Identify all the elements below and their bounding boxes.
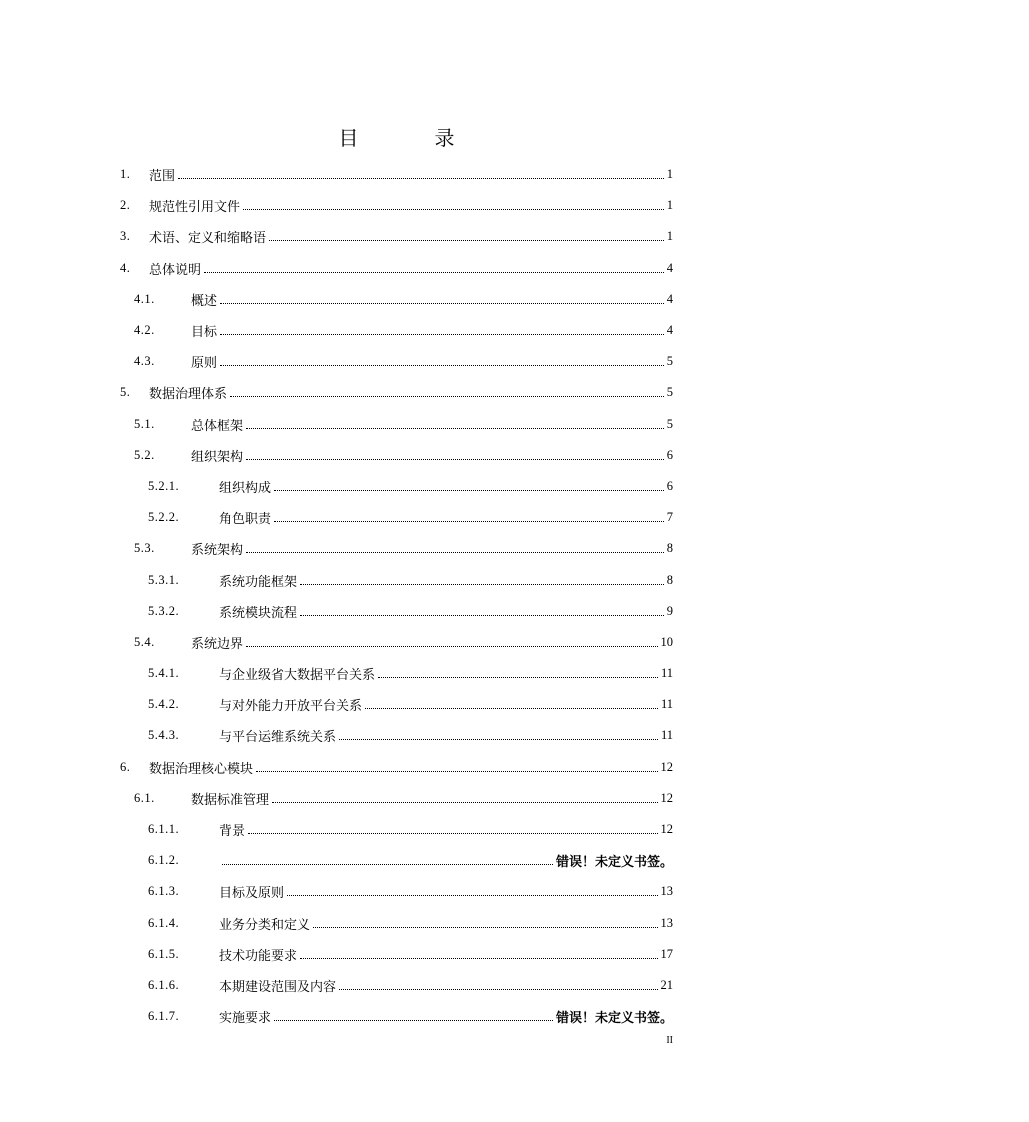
toc-entry-page: 12 xyxy=(660,790,673,805)
dot-leader xyxy=(243,209,664,210)
dot-leader xyxy=(248,833,657,834)
toc-entry-title: 与平台运维系统关系 xyxy=(219,730,337,746)
toc-entry-number: 4. xyxy=(120,260,131,275)
toc-entry-number: 2. xyxy=(120,198,131,213)
dot-leader xyxy=(246,646,657,647)
dot-leader xyxy=(339,989,657,990)
toc-entry-number: 5.3.1. xyxy=(148,572,180,587)
toc-entry-title: 背景 xyxy=(219,824,246,840)
toc-entry-number: 6.1.2. xyxy=(148,853,180,868)
toc-entry-number: 3. xyxy=(120,229,131,244)
toc-entry-number: 5.3. xyxy=(134,541,155,556)
toc-entry-number: 5.2.1. xyxy=(148,478,180,493)
toc-entry[interactable] xyxy=(120,1001,673,1032)
toc-heading: 目 录 xyxy=(338,126,483,150)
dot-leader xyxy=(378,677,658,678)
toc-entry-number: 5.3.2. xyxy=(148,603,180,618)
toc-entry-title: 术语、定义和缩略语 xyxy=(149,231,267,247)
toc-entry-page: 21 xyxy=(660,977,673,992)
dot-leader xyxy=(220,334,664,335)
toc-entry-page: 5 xyxy=(666,416,673,431)
toc-entry-title: 概述 xyxy=(191,293,218,309)
toc-entry[interactable] xyxy=(120,876,673,907)
toc-entry-title: 系统模块流程 xyxy=(219,605,298,621)
toc-entry[interactable] xyxy=(120,814,673,845)
toc-entry-page: 8 xyxy=(666,541,673,556)
dot-leader xyxy=(204,272,664,273)
toc-entry[interactable] xyxy=(120,845,673,876)
dot-leader xyxy=(220,303,664,304)
toc-entry[interactable] xyxy=(120,564,673,595)
dot-leader xyxy=(269,240,664,241)
toc-entry[interactable] xyxy=(120,377,673,408)
toc-entry-number: 6.1. xyxy=(134,790,155,805)
toc-entry-page: 11 xyxy=(660,728,673,743)
footer-page-number: II xyxy=(666,1035,673,1046)
toc-entry[interactable] xyxy=(120,689,673,720)
toc-entry-title: 数据标准管理 xyxy=(191,792,270,808)
dot-leader xyxy=(287,895,657,896)
dot-leader xyxy=(313,927,657,928)
toc-entry-number: 5.4. xyxy=(134,634,155,649)
toc-entry[interactable] xyxy=(120,939,673,970)
toc-entry-number: 5.4.1. xyxy=(148,666,180,681)
dot-leader xyxy=(222,864,553,865)
toc-entry[interactable] xyxy=(120,284,673,315)
toc-entry-title: 总体框架 xyxy=(191,418,244,434)
toc-entry[interactable] xyxy=(120,596,673,627)
toc-entry-page: 6 xyxy=(666,447,673,462)
toc-entry-number: 5.4.2. xyxy=(148,697,180,712)
toc-entry-title: 系统功能框架 xyxy=(219,574,298,590)
toc-entry-number: 6.1.7. xyxy=(148,1009,180,1024)
toc-entry-page: 11 xyxy=(660,697,673,712)
dot-leader xyxy=(274,521,664,522)
dot-leader xyxy=(220,365,664,366)
toc-entry-page: 12 xyxy=(660,759,673,774)
toc-entry-title: 本期建设范围及内容 xyxy=(219,979,337,995)
toc-entry-page: 1 xyxy=(666,229,673,244)
toc-entry-title: 范围 xyxy=(149,169,176,185)
toc-entry[interactable] xyxy=(120,970,673,1001)
toc-entry-page: 17 xyxy=(660,946,673,961)
toc-entry-title: 业务分类和定义 xyxy=(219,917,311,933)
toc-entry-title: 组织构成 xyxy=(219,480,272,496)
toc-entry[interactable] xyxy=(120,658,673,689)
toc-entry-number: 5.4.3. xyxy=(148,728,180,743)
toc-entry-page: 11 xyxy=(660,666,673,681)
toc-entry-title: 实施要求 xyxy=(219,1011,272,1027)
dot-leader xyxy=(246,552,664,553)
dot-leader xyxy=(246,428,664,429)
toc-entry-title: 总体说明 xyxy=(149,262,202,278)
toc-entry[interactable] xyxy=(120,752,673,783)
toc-entry[interactable] xyxy=(120,221,673,252)
toc-entry-page: 6 xyxy=(666,478,673,493)
toc-entry[interactable] xyxy=(120,253,673,284)
toc-entry-title: 原则 xyxy=(191,356,218,372)
dot-leader xyxy=(339,739,658,740)
bookmark-error-text: 错误！未定义书签。 xyxy=(555,1011,673,1027)
toc-entry[interactable] xyxy=(120,533,673,564)
toc-entry-title: 技术功能要求 xyxy=(219,948,298,964)
toc-entry-page: 4 xyxy=(666,291,673,306)
toc-entry[interactable] xyxy=(120,783,673,814)
toc-entry-page: 12 xyxy=(660,822,673,837)
dot-leader xyxy=(300,958,657,959)
toc-entry[interactable] xyxy=(120,471,673,502)
toc-entry-title: 数据治理核心模块 xyxy=(149,761,254,777)
toc-entry[interactable] xyxy=(120,346,673,377)
toc-entry-number: 5. xyxy=(120,385,131,400)
toc-entry-title: 组织架构 xyxy=(191,449,244,465)
toc-entry[interactable] xyxy=(120,502,673,533)
toc-entry[interactable] xyxy=(120,190,673,221)
toc-entry-number: 6.1.4. xyxy=(148,915,180,930)
toc-entry-number: 6. xyxy=(120,759,131,774)
dot-leader xyxy=(300,584,664,585)
toc-entry-number: 4.1. xyxy=(134,291,155,306)
dot-leader xyxy=(256,771,657,772)
toc-entry-page: 4 xyxy=(666,323,673,338)
toc-entry[interactable] xyxy=(120,159,673,190)
toc-entry[interactable] xyxy=(120,627,673,658)
toc-entry-page: 5 xyxy=(666,354,673,369)
toc-entry[interactable] xyxy=(120,315,673,346)
toc-entry-page: 9 xyxy=(666,603,673,618)
toc-entry-title: 规范性引用文件 xyxy=(149,200,241,216)
toc-entry-title: 角色职责 xyxy=(219,512,272,528)
toc-entry-title: 数据治理体系 xyxy=(149,387,228,403)
toc-entry-title: 系统边界 xyxy=(191,636,244,652)
toc-entry[interactable] xyxy=(120,409,673,440)
dot-leader xyxy=(274,490,664,491)
toc-entry-number: 5.2. xyxy=(134,447,155,462)
toc-entry-number: 6.1.1. xyxy=(148,822,180,837)
toc-entry-page: 1 xyxy=(666,167,673,182)
toc-entry-number: 5.1. xyxy=(134,416,155,431)
toc-entry-number: 4.2. xyxy=(134,323,155,338)
toc-entry-number: 6.1.3. xyxy=(148,884,180,899)
toc-entry-page: 7 xyxy=(666,510,673,525)
toc-entry-number: 5.2.2. xyxy=(148,510,180,525)
dot-leader xyxy=(178,178,664,179)
toc-entry-title: 与企业级省大数据平台关系 xyxy=(219,668,376,684)
toc-entry-title: 系统架构 xyxy=(191,543,244,559)
toc-entry-page: 1 xyxy=(666,198,673,213)
dot-leader xyxy=(300,615,664,616)
toc-entry-number: 1. xyxy=(120,167,131,182)
toc-entry[interactable] xyxy=(120,908,673,939)
toc-entry-title: 与对外能力开放平台关系 xyxy=(219,699,363,715)
toc-entry[interactable] xyxy=(120,440,673,471)
bookmark-error-text: 错误！未定义书签。 xyxy=(555,855,673,871)
toc-entry-page: 4 xyxy=(666,260,673,275)
toc-entry-number: 6.1.5. xyxy=(148,946,180,961)
toc-entry-page: 5 xyxy=(666,385,673,400)
dot-leader xyxy=(365,708,658,709)
toc-entry[interactable] xyxy=(120,720,673,751)
toc-entry-page: 8 xyxy=(666,572,673,587)
toc-entry-page: 13 xyxy=(660,915,673,930)
dot-leader xyxy=(272,802,657,803)
toc-entry-title: 目标 xyxy=(191,325,218,341)
toc-entry-page: 13 xyxy=(660,884,673,899)
dot-leader xyxy=(246,459,664,460)
toc-entry-number: 4.3. xyxy=(134,354,155,369)
toc-entry-page: 10 xyxy=(660,634,673,649)
dot-leader xyxy=(274,1020,553,1021)
table-of-contents xyxy=(120,159,673,1032)
dot-leader xyxy=(230,396,664,397)
toc-entry-number: 6.1.6. xyxy=(148,977,180,992)
toc-entry-title: 目标及原则 xyxy=(219,886,285,902)
